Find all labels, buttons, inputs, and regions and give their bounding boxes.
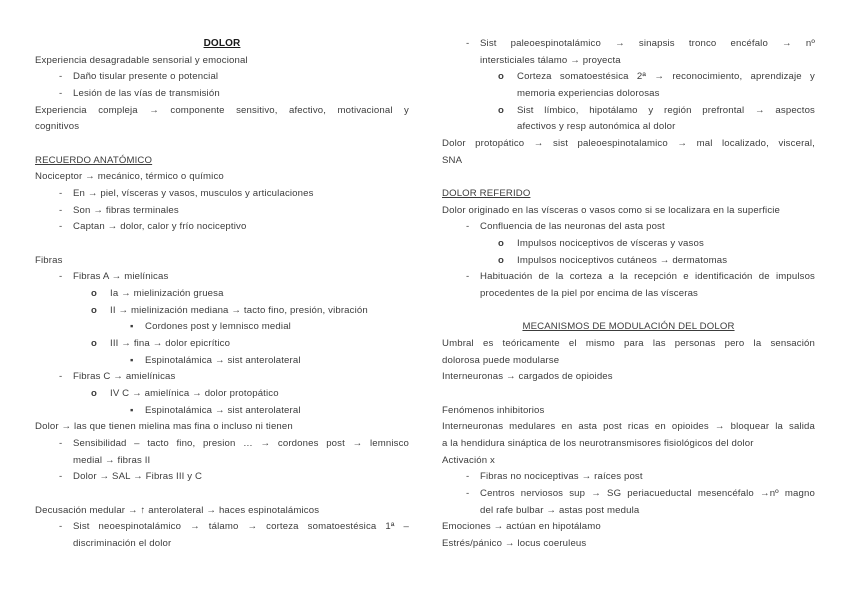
line-text: Sist límbico, hipotálamo y región prefrontal → aspectos: [517, 105, 815, 116]
line-text: Impulsos nociceptivos cutáneos → dermatomas: [517, 255, 728, 266]
line-text: medial → fibras II: [73, 455, 151, 466]
text-line: Umbral es teóricamente el mismo para las personas pero la sensación: [442, 338, 815, 349]
text-line: [35, 186, 409, 202]
line-text: Impulsos nociceptivos de vísceras y vasos: [517, 238, 704, 249]
bullet-marker: -: [466, 271, 470, 282]
text-line: Nociceptor → mecánico, térmico o químico: [35, 171, 224, 182]
text-line: dolorosa puede modularse: [442, 355, 560, 366]
line-text: memoria experiencias dolorosas: [517, 88, 660, 99]
line-text: afectivos y resp autonómica al dolor: [517, 121, 676, 132]
bullet-marker: -: [59, 521, 63, 532]
bullet-marker: o: [91, 388, 98, 399]
line-text: intersticiales tálamo → proyecta: [480, 55, 621, 66]
text-line: [442, 36, 815, 52]
text-line: [35, 453, 409, 469]
text-line: [35, 69, 409, 85]
bullet-marker: ▪: [130, 321, 134, 332]
bullet-marker: -: [59, 71, 63, 82]
line-text: Fibras C → amielínicas: [73, 371, 176, 382]
text-line: Decusación medular → ↑ anterolateral → haces espinotalámicos: [35, 505, 320, 516]
text-line: [35, 303, 409, 319]
text-line: [442, 253, 815, 269]
text-line: Emociones → actúan en hipotálamo: [442, 521, 601, 532]
text-line: Experiencia compleja → componente sensitivo, afectivo, motivacional y: [35, 105, 409, 116]
line-text: Espinotalámica → sist anterolateral: [145, 355, 301, 366]
bullet-marker: o: [498, 105, 505, 116]
text-line: Interneuronas medulares en asta post ricas en opioides → bloquear la salida: [442, 421, 815, 432]
bullet-marker: ▪: [130, 405, 134, 416]
text-line: [35, 403, 409, 419]
line-text: Espinotalámica → sist anterolateral: [145, 405, 301, 416]
bullet-marker: o: [91, 338, 98, 349]
text-line: [442, 469, 815, 485]
line-text: del rafe bulbar → astas post medula: [480, 505, 640, 516]
bullet-marker: -: [59, 471, 63, 482]
bullet-marker: -: [466, 221, 470, 232]
text-line: Interneuronas → cargados de opioides: [442, 371, 613, 382]
text-line: [35, 519, 409, 535]
line-text: Sist paleoespinotalámico → sinapsis tronco encéfalo → nº: [480, 38, 815, 49]
bullet-marker: -: [59, 438, 63, 449]
bullet-marker: -: [59, 188, 63, 199]
line-text: III → fina → dolor epicrítico: [110, 338, 231, 349]
bullet-marker: o: [91, 305, 98, 316]
section-heading: RECUERDO ANATÓMICO: [35, 155, 153, 166]
bullet-marker: -: [59, 88, 63, 99]
text-line: Fenómenos inhibitorios: [442, 405, 545, 416]
text-line: Estrés/pánico → locus coeruleus: [442, 538, 587, 549]
line-text: Sensibilidad – tacto fino, presion … → cordones post → lemnisco: [73, 438, 409, 449]
bullet-marker: -: [59, 271, 63, 282]
text-line: [35, 353, 409, 369]
text-line: [35, 203, 409, 219]
line-text: Captan → dolor, calor y frío nociceptivo: [73, 221, 247, 232]
line-text: Fibras A → mielínicas: [73, 271, 169, 282]
text-line: [442, 103, 815, 119]
line-text: Son → fibras terminales: [73, 205, 179, 216]
text-line: Dolor → las que tienen mielina mas fina o incluso ni tienen: [35, 421, 293, 432]
text-line: [35, 436, 409, 452]
text-line: [442, 219, 815, 235]
line-text: II → mielinización mediana → tacto fino, presión, vibración: [110, 305, 368, 316]
line-text: Daño tisular presente o potencial: [73, 71, 219, 82]
text-line: [35, 369, 409, 385]
text-line: [35, 219, 409, 235]
line-text: IV C → amielínica → dolor protopático: [110, 388, 279, 399]
text-line: [442, 286, 815, 302]
text-line: [442, 86, 815, 102]
text-line: Experiencia desagradable sensorial y emocional: [35, 55, 248, 66]
bullet-marker: ▪: [130, 355, 134, 366]
text-line: [442, 69, 815, 85]
text-line: a la hendidura sináptica de los neurotransmisores fisiológicos del dolor: [442, 438, 754, 449]
bullet-marker: -: [59, 221, 63, 232]
bullet-marker: o: [498, 71, 505, 82]
section-heading: DOLOR REFERIDO: [442, 188, 531, 199]
text-line: [442, 119, 815, 135]
text-line: [35, 336, 409, 352]
bullet-marker: -: [466, 471, 470, 482]
text-line: SNA: [442, 155, 463, 166]
text-line: Dolor protopático → sist paleoespinotalamico → mal localizado, visceral,: [442, 138, 815, 149]
text-line: cognitivos: [35, 121, 80, 132]
line-text: Sist neoespinotalámico → tálamo → corteza somatoestésica 1ª –: [73, 521, 409, 532]
bullet-marker: -: [59, 205, 63, 216]
text-line: [35, 386, 409, 402]
text-line: [442, 269, 815, 285]
text-line: [35, 319, 409, 335]
text-line: [35, 86, 409, 102]
text-line: [35, 286, 409, 302]
line-text: Cordones post y lemnisco medial: [145, 321, 291, 332]
line-text: Lesión de las vías de transmisión: [73, 88, 220, 99]
section-heading: DOLOR: [203, 38, 241, 49]
bullet-marker: o: [498, 238, 505, 249]
text-line: [35, 536, 409, 552]
line-text: Ia → mielinización gruesa: [110, 288, 224, 299]
bullet-marker: o: [91, 288, 98, 299]
bullet-marker: o: [498, 255, 505, 266]
bullet-marker: -: [466, 488, 470, 499]
bullet-marker: -: [59, 371, 63, 382]
line-text: Habituación de la corteza a la recepción e identificación de impulsos: [480, 271, 815, 282]
text-line: Activación x: [442, 455, 495, 466]
text-line: Fibras: [35, 255, 63, 266]
text-line: [442, 486, 815, 502]
line-text: Fibras no nociceptivas → raíces post: [480, 471, 643, 482]
line-text: Dolor → SAL → Fibras III y C: [73, 471, 203, 482]
text-line: Dolor originado en las vísceras o vasos como si se localizara en la superficie: [442, 205, 781, 216]
text-line: [442, 503, 815, 519]
line-text: Confluencia de las neuronas del asta post: [480, 221, 665, 232]
text-line: [35, 269, 409, 285]
line-text: procedentes de la piel por encima de las vísceras: [480, 288, 698, 299]
line-text: Centros nerviosos sup → SG periacueductal mesencéfalo →nº magno: [480, 488, 815, 499]
line-text: discriminación el dolor: [73, 538, 172, 549]
line-text: Corteza somatoestésica 2ª → reconocimiento, aprendizaje y: [517, 71, 815, 82]
text-line: [442, 53, 815, 69]
section-heading: MECANISMOS DE MODULACIÓN DEL DOLOR: [522, 321, 735, 332]
text-line: [442, 236, 815, 252]
bullet-marker: -: [466, 38, 470, 49]
text-line: [35, 469, 409, 485]
line-text: En → piel, vísceras y vasos, musculos y articulaciones: [73, 188, 314, 199]
